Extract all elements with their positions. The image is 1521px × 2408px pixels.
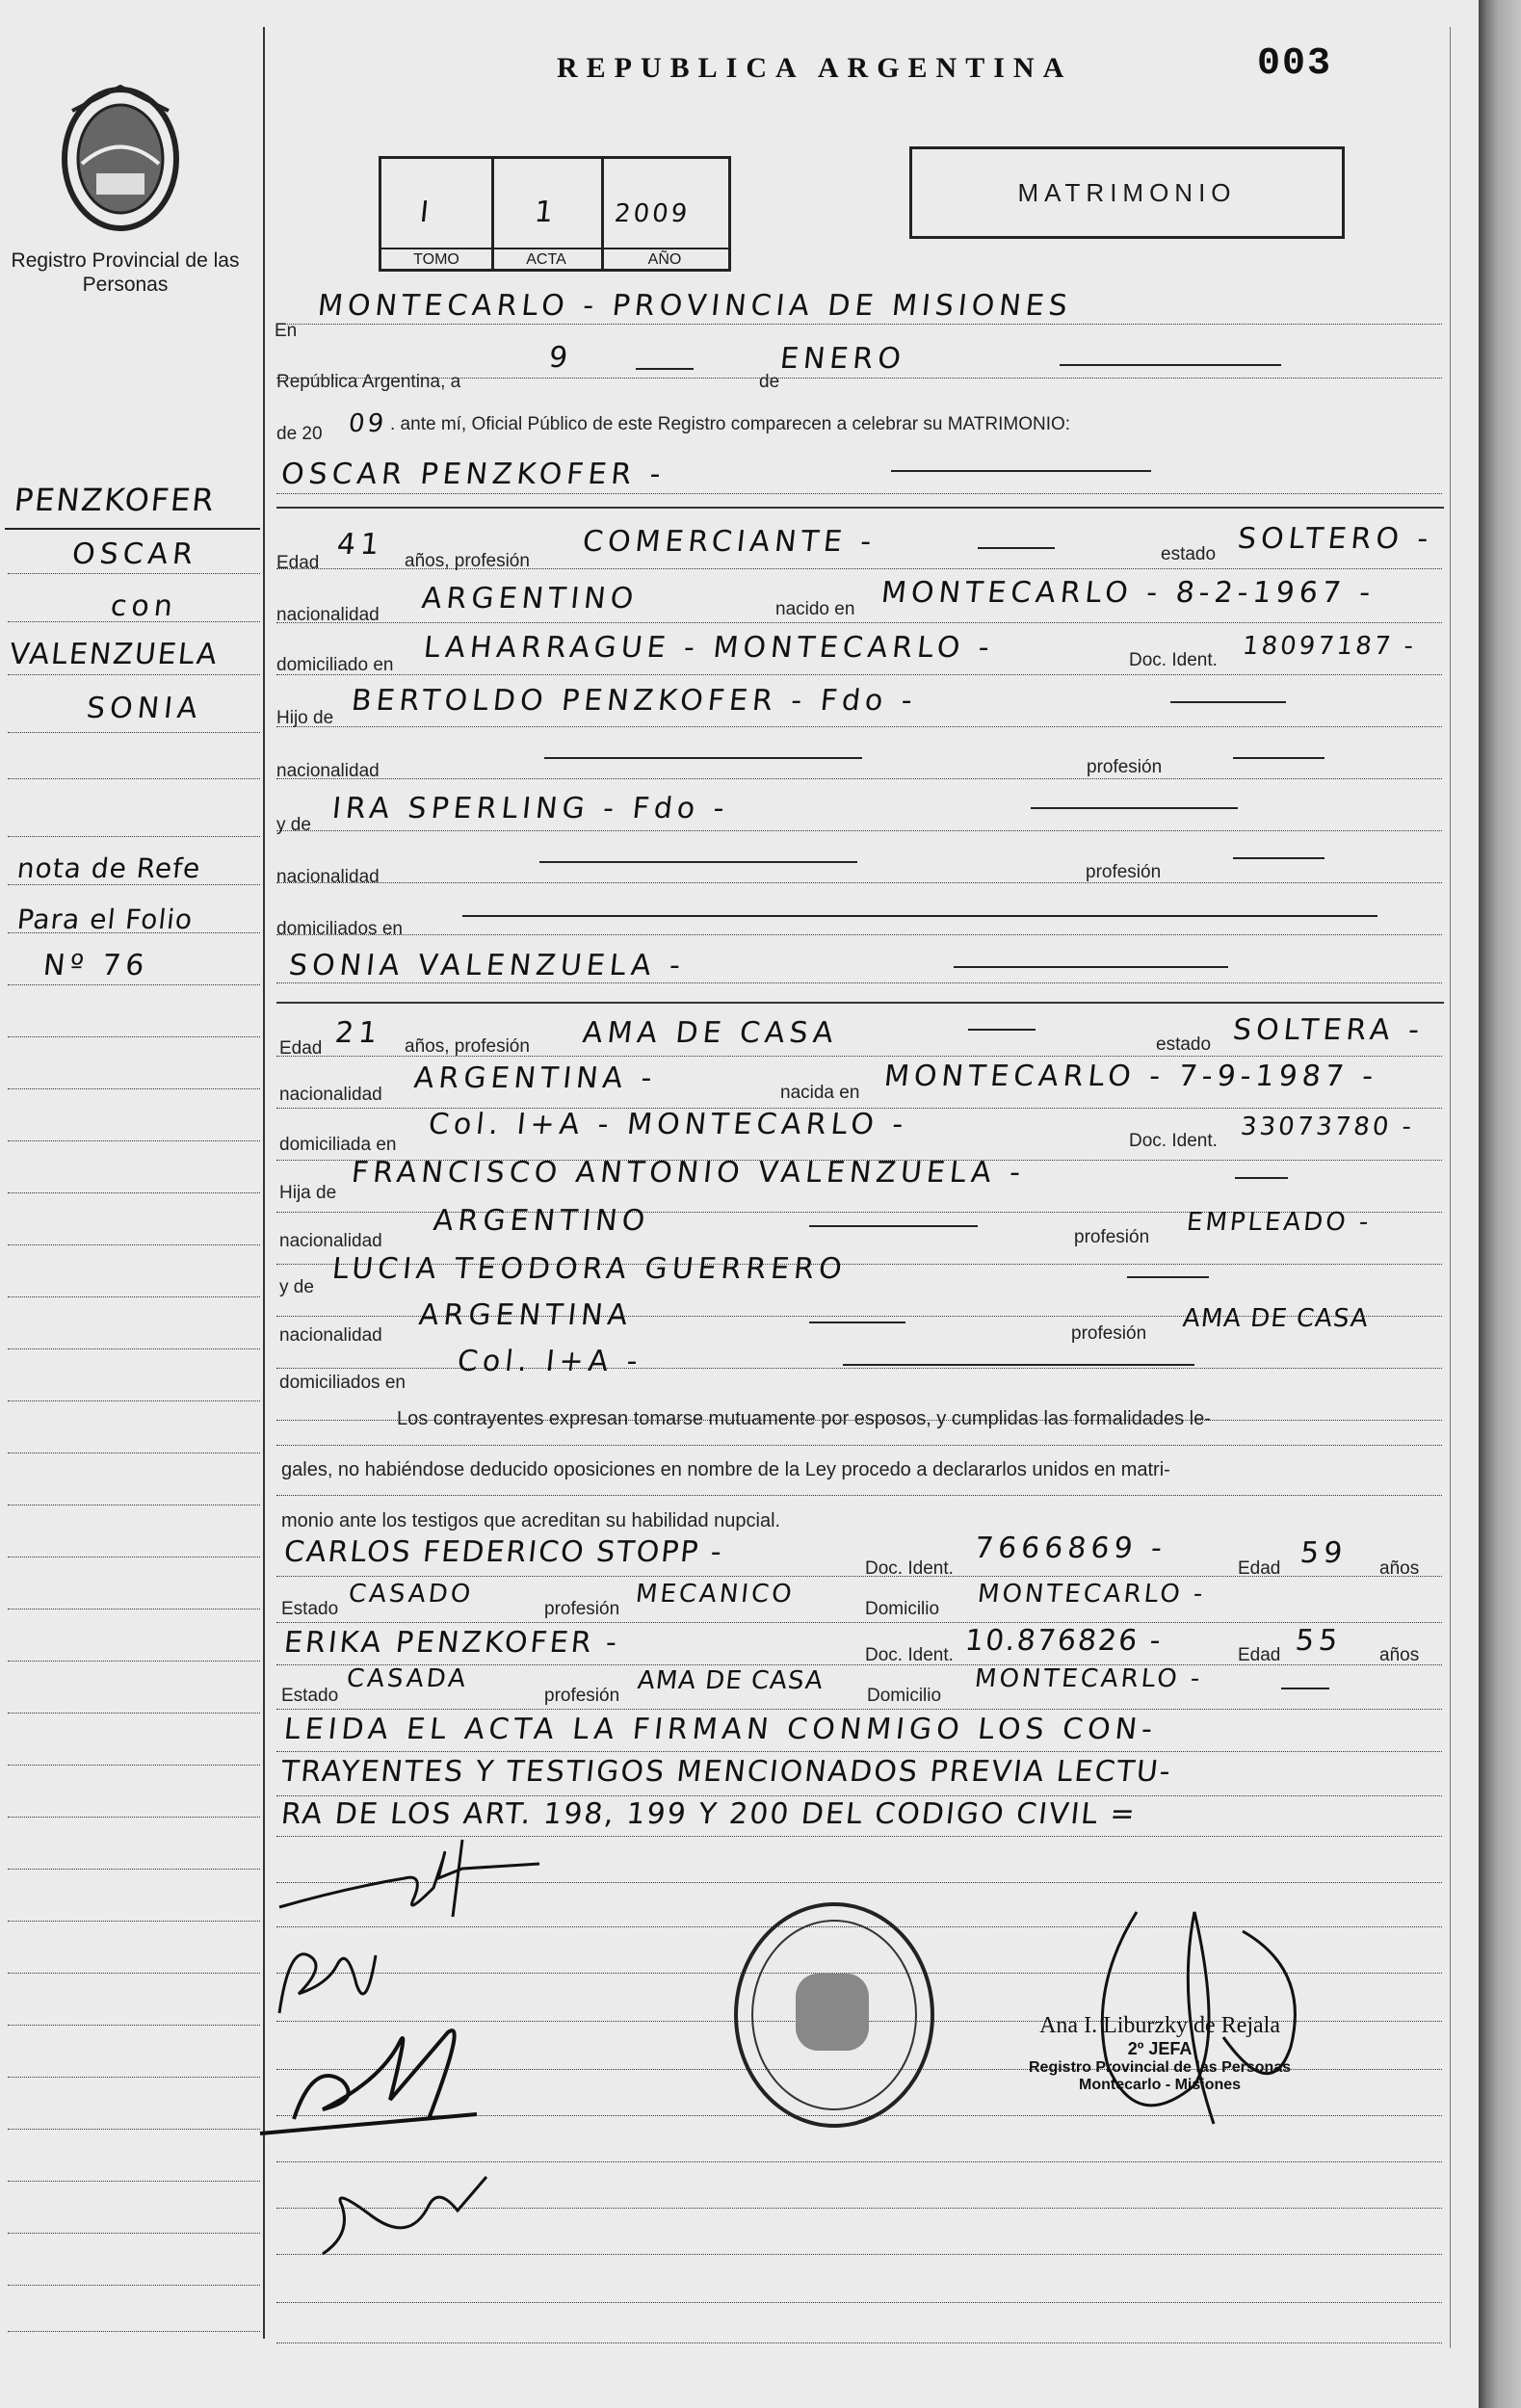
ano-value: 2009	[613, 199, 692, 228]
bride-father-prof: EMPLEADO -	[1185, 1208, 1373, 1237]
right-border	[1450, 27, 1451, 2348]
groom-mother: IRA SPERLING - Fdo -	[330, 792, 731, 825]
witness1-profession: MECANICO	[634, 1580, 797, 1609]
de-label: de	[759, 372, 780, 392]
signature-2-icon	[270, 1926, 414, 2032]
bride-mother-prof-label: profesión	[1071, 1323, 1147, 1344]
groom-nationality: ARGENTINO	[420, 582, 641, 615]
witness1-name: CARLOS FEDERICO STOPP -	[282, 1535, 725, 1569]
witness2-estado: CASADA	[345, 1664, 470, 1693]
bride-domiciliada-label: domiciliada en	[279, 1135, 397, 1155]
groom-mother-prof-label: profesión	[1086, 862, 1162, 882]
bride-address: Col. I+A - MONTECARLO -	[427, 1108, 910, 1141]
country-heading: REPUBLICA ARGENTINA	[557, 52, 1073, 84]
bride-birth: MONTECARLO - 7-9-1987 -	[882, 1060, 1380, 1093]
officer-title: 2º JEFA	[1127, 2039, 1193, 2058]
margin-surname: PENZKOFER	[13, 482, 218, 518]
closing-line-3: RA DE LOS ART. 198, 199 Y 200 DEL CODIGO CIVIL =	[279, 1797, 1139, 1831]
bride-mother-prof: AMA DE CASA	[1181, 1304, 1371, 1333]
bride-domiciliados-label: domiciliados en	[279, 1373, 406, 1393]
witness1-edad-label: Edad	[1238, 1558, 1281, 1579]
groom-father: BERTOLDO PENZKOFER - Fdo -	[350, 684, 919, 718]
witness1-domicilio: MONTECARLO -	[976, 1580, 1207, 1609]
acta-value: 1	[533, 196, 560, 229]
bride-mother: LUCIA TEODORA GUERRERO	[330, 1252, 849, 1286]
witness2-domicilio-label: Domicilio	[867, 1686, 942, 1706]
bride-mother-nat: ARGENTINA	[417, 1298, 634, 1332]
margin-note-1: nota de Refe	[15, 852, 203, 884]
tomo-acta-ano-box	[379, 156, 731, 272]
witness2-doc: 10.876826 -	[963, 1624, 1165, 1658]
intro-statement: . ante mí, Oficial Público de este Registro comparecen a celebrar su MATRIMONIO:	[390, 414, 1071, 434]
bride-mother-nat-label: nacionalidad	[279, 1325, 382, 1346]
bride-profession: AMA DE CASA	[581, 1016, 840, 1050]
day-value: 9	[547, 341, 574, 375]
page-edge-shadow	[1479, 0, 1521, 2408]
bride-hija-label: Hija de	[279, 1183, 337, 1203]
bride-father: FRANCISCO ANTONIO VALENZUELA -	[350, 1156, 1027, 1190]
groom-hijo-label: Hijo de	[276, 708, 334, 728]
groom-estado: SOLTERO -	[1236, 522, 1435, 556]
provincial-seal-icon	[53, 82, 188, 236]
groom-doc: 18097187 -	[1241, 632, 1418, 661]
bride-estado: SOLTERA -	[1231, 1013, 1426, 1047]
signature-3-icon	[255, 2023, 506, 2148]
closing-line-1: LEIDA EL ACTA LA FIRMAN CONMIGO LOS CON-	[282, 1713, 1159, 1746]
groom-estado-label: estado	[1161, 544, 1217, 564]
witness1-age: 59	[1298, 1536, 1350, 1570]
bride-name: SONIA VALENZUELA -	[287, 949, 687, 982]
registry-name: Registro Provincial de las Personas	[11, 249, 240, 296]
groom-birth: MONTECARLO - 8-2-1967 -	[879, 576, 1377, 610]
witness2-profesion-label: profesión	[544, 1686, 620, 1706]
witness1-domicilio-label: Domicilio	[865, 1599, 940, 1619]
declaration-line-1: Los contrayentes expresan tomarse mutuamente por esposos, y cumplidas las formalidades le-	[397, 1408, 1211, 1429]
margin-surname-2: VALENZUELA	[8, 638, 221, 671]
place-value: MONTECARLO - PROVINCIA DE MISIONES	[316, 289, 1074, 323]
month-value: ENERO	[778, 342, 907, 376]
year-suffix: 09	[347, 409, 388, 438]
bride-father-nat-label: nacionalidad	[279, 1231, 382, 1251]
bride-doc: 33073780 -	[1239, 1112, 1416, 1141]
groom-father-nat-label: nacionalidad	[276, 761, 380, 781]
margin-note-3: Nº 76	[41, 949, 151, 982]
groom-profession: COMERCIANTE -	[581, 525, 878, 559]
groom-domiciliados-label: domiciliados en	[276, 919, 403, 939]
bride-age: 21	[333, 1016, 384, 1050]
witness1-estado: CASADO	[347, 1580, 475, 1609]
closing-line-2: TRAYENTES Y TESTIGOS MENCIONADOS PREVIA LECTU-	[279, 1755, 1174, 1789]
margin-con: con	[109, 589, 179, 623]
groom-profesion-label: años, profesión	[405, 551, 530, 571]
groom-name: OSCAR PENZKOFER -	[279, 458, 668, 491]
groom-age: 41	[335, 528, 386, 562]
witness1-doc-label: Doc. Ident.	[865, 1558, 954, 1579]
groom-father-prof-label: profesión	[1087, 757, 1163, 777]
groom-doc-label: Doc. Ident.	[1129, 650, 1218, 670]
groom-nacionalidad-label: nacionalidad	[276, 605, 380, 625]
witness1-estado-label: Estado	[281, 1599, 339, 1619]
bride-nationality: ARGENTINA -	[412, 1061, 659, 1095]
signature-4-icon	[313, 2167, 506, 2264]
bride-estado-label: estado	[1156, 1034, 1212, 1055]
witness2-anos-label: años	[1379, 1645, 1420, 1665]
acta-cell	[491, 159, 604, 269]
signature-1-icon	[270, 1830, 559, 1926]
bride-y-de-label: y de	[279, 1277, 314, 1297]
witness1-doc: 7666869 -	[973, 1531, 1168, 1565]
bride-nacionalidad-label: nacionalidad	[279, 1085, 382, 1105]
officer-name: Ana I. Liburzky de Rejala	[1039, 2013, 1280, 2038]
bride-nacida-label: nacida en	[780, 1083, 860, 1103]
republica-label: República Argentina, a	[276, 372, 461, 392]
declaration-line-3: monio ante los testigos que acreditan su habilidad nupcial.	[281, 1510, 781, 1531]
groom-address: LAHARRAGUE - MONTECARLO -	[422, 631, 996, 665]
witness2-edad-label: Edad	[1238, 1645, 1281, 1665]
bride-father-nat: ARGENTINO	[432, 1204, 652, 1238]
tomo-value: I	[418, 196, 435, 229]
officer-place: Montecarlo - Misiones	[1079, 2077, 1242, 2093]
bride-profesion-label: años, profesión	[405, 1036, 530, 1057]
official-stamp-icon	[734, 1902, 934, 2128]
witness2-age: 55	[1294, 1624, 1345, 1658]
margin-note-2: Para el Folio	[15, 903, 195, 935]
folio-number: 003	[1257, 42, 1333, 86]
bride-father-prof-label: profesión	[1074, 1227, 1150, 1247]
witness2-profession: AMA DE CASA	[636, 1666, 826, 1695]
tomo-cell	[381, 159, 494, 269]
ano-label: AÑO	[601, 248, 728, 269]
witness1-profesion-label: profesión	[544, 1599, 620, 1619]
groom-nacido-label: nacido en	[775, 599, 855, 619]
ano-cell	[601, 159, 728, 269]
groom-mother-nat-label: nacionalidad	[276, 867, 380, 887]
witness1-anos-label: años	[1379, 1558, 1420, 1579]
en-label: En	[275, 321, 298, 341]
tomo-label: TOMO	[381, 248, 491, 269]
bride-edad-label: Edad	[279, 1038, 323, 1059]
margin-first-name: OSCAR	[70, 537, 199, 571]
declaration-line-2: gales, no habiéndose deducido oposiciones en nombre de la Ley procedo a declararlos unidos en matri-	[281, 1459, 1170, 1480]
bride-domiciliados: Col. I+A -	[456, 1345, 644, 1378]
groom-y-de-label: y de	[276, 815, 311, 835]
groom-edad-label: Edad	[276, 553, 320, 573]
witness2-domicilio: MONTECARLO -	[973, 1664, 1204, 1693]
witness2-name: ERIKA PENZKOFER -	[282, 1626, 621, 1660]
bride-doc-label: Doc. Ident.	[1129, 1131, 1218, 1151]
margin-first-name-2: SONIA	[85, 692, 204, 725]
year-prefix: de 20	[276, 424, 323, 444]
officer-org: Registro Provincial de las Personas	[1029, 2059, 1292, 2076]
witness2-estado-label: Estado	[281, 1686, 339, 1706]
officer-block	[1029, 2013, 1291, 2094]
groom-domiciliado-label: domiciliado en	[276, 655, 394, 675]
acta-label: ACTA	[491, 248, 601, 269]
witness2-doc-label: Doc. Ident.	[865, 1645, 954, 1665]
margin-divider	[263, 27, 265, 2339]
document-type-box: MATRIMONIO	[909, 146, 1345, 239]
